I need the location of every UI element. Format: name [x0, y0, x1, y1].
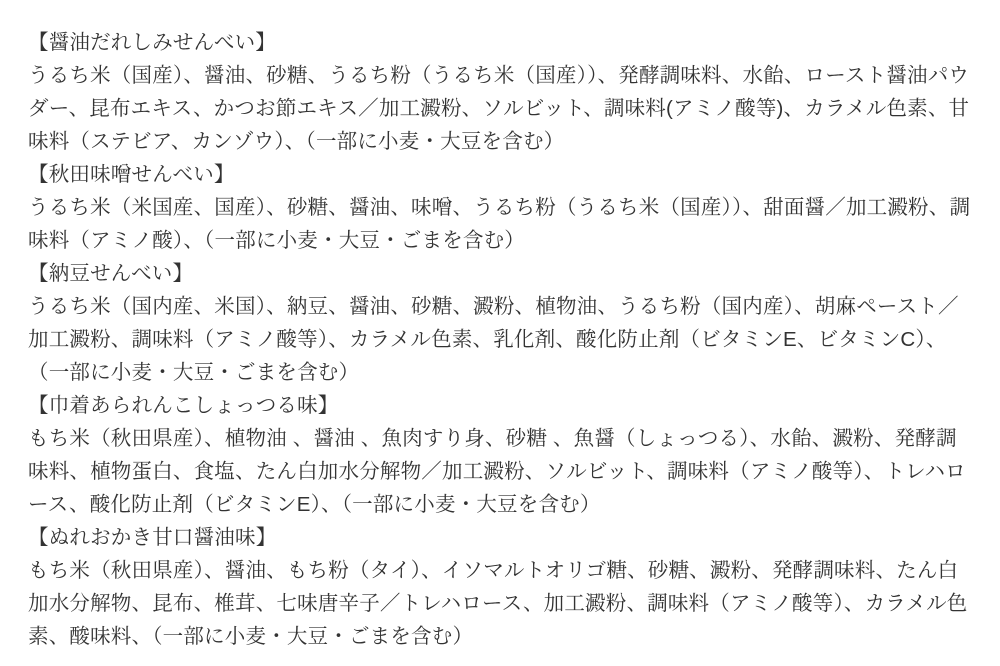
product-section-shoyu-dare-shimi-senbei	[28, 26, 974, 158]
product-ingredients: もち米（秋田県産）、植物油 、醤油 、魚肉すり身、砂糖 、魚醤（しょっつる）、水飴、澱粉、発酵調味料、植物蛋白、食塩、たん白加水分解物／加工澱粉、ソルビット、調味料（アミノ酸等）、トレハロース、酸化防止剤（ビタミンE）、（一部に小麦・大豆を含む）	[28, 427, 966, 516]
product-title: 【秋田味噌せんべい】	[28, 163, 235, 186]
product-title: 【醤油だれしみせんべい】	[28, 31, 276, 54]
product-section-natto-senbei	[28, 257, 974, 389]
product-ingredients: うるち米（国産）、醤油、砂糖、うるち粉（うるち米（国産））、発酵調味料、水飴、ロースト醤油パウダー、昆布エキス、かつお節エキス／加工澱粉、ソルビット、調味料(アミノ酸等)、カラメル色素、甘味料（ステビア、カンゾウ）、（一部に小麦・大豆を含む）	[28, 64, 970, 153]
product-section-akita-miso-senbei	[28, 158, 974, 257]
product-section-nure-okaki-amakuchi-shoyu	[28, 521, 974, 653]
product-title: 【納豆せんべい】	[28, 262, 194, 285]
product-ingredients: もち米（秋田県産）、醤油、もち粉（タイ）、イソマルトオリゴ糖、砂糖、澱粉、発酵調味料、たん白加水分解物、昆布、椎茸、七味唐辛子／トレハロース、加工澱粉、調味料（アミノ酸等）、カラメル色素、酸味料、（一部に小麦・大豆・ごまを含む）	[28, 559, 968, 648]
product-ingredients: うるち米（国内産、米国）、納豆、醤油、砂糖、澱粉、植物油、うるち粉（国内産）、胡麻ペースト／加工澱粉、調味料（アミノ酸等）、カラメル色素、乳化剤、酸化防止剤（ビタミンE、ビタミンC）、（一部に小麦・大豆・ごまを含む）	[28, 295, 959, 384]
product-section-kinchaku-arare-shottsuru	[28, 389, 974, 521]
product-title: 【ぬれおかき甘口醤油味】	[28, 526, 277, 549]
product-title: 【巾着あられんこしょっつる味】	[28, 394, 339, 417]
product-ingredients: うるち米（米国産、国産）、砂糖、醤油、味噌、うるち粉（うるち米（国産））、甜面醤／加工澱粉、調味料（アミノ酸）、（一部に小麦・大豆・ごまを含む）	[28, 196, 971, 252]
